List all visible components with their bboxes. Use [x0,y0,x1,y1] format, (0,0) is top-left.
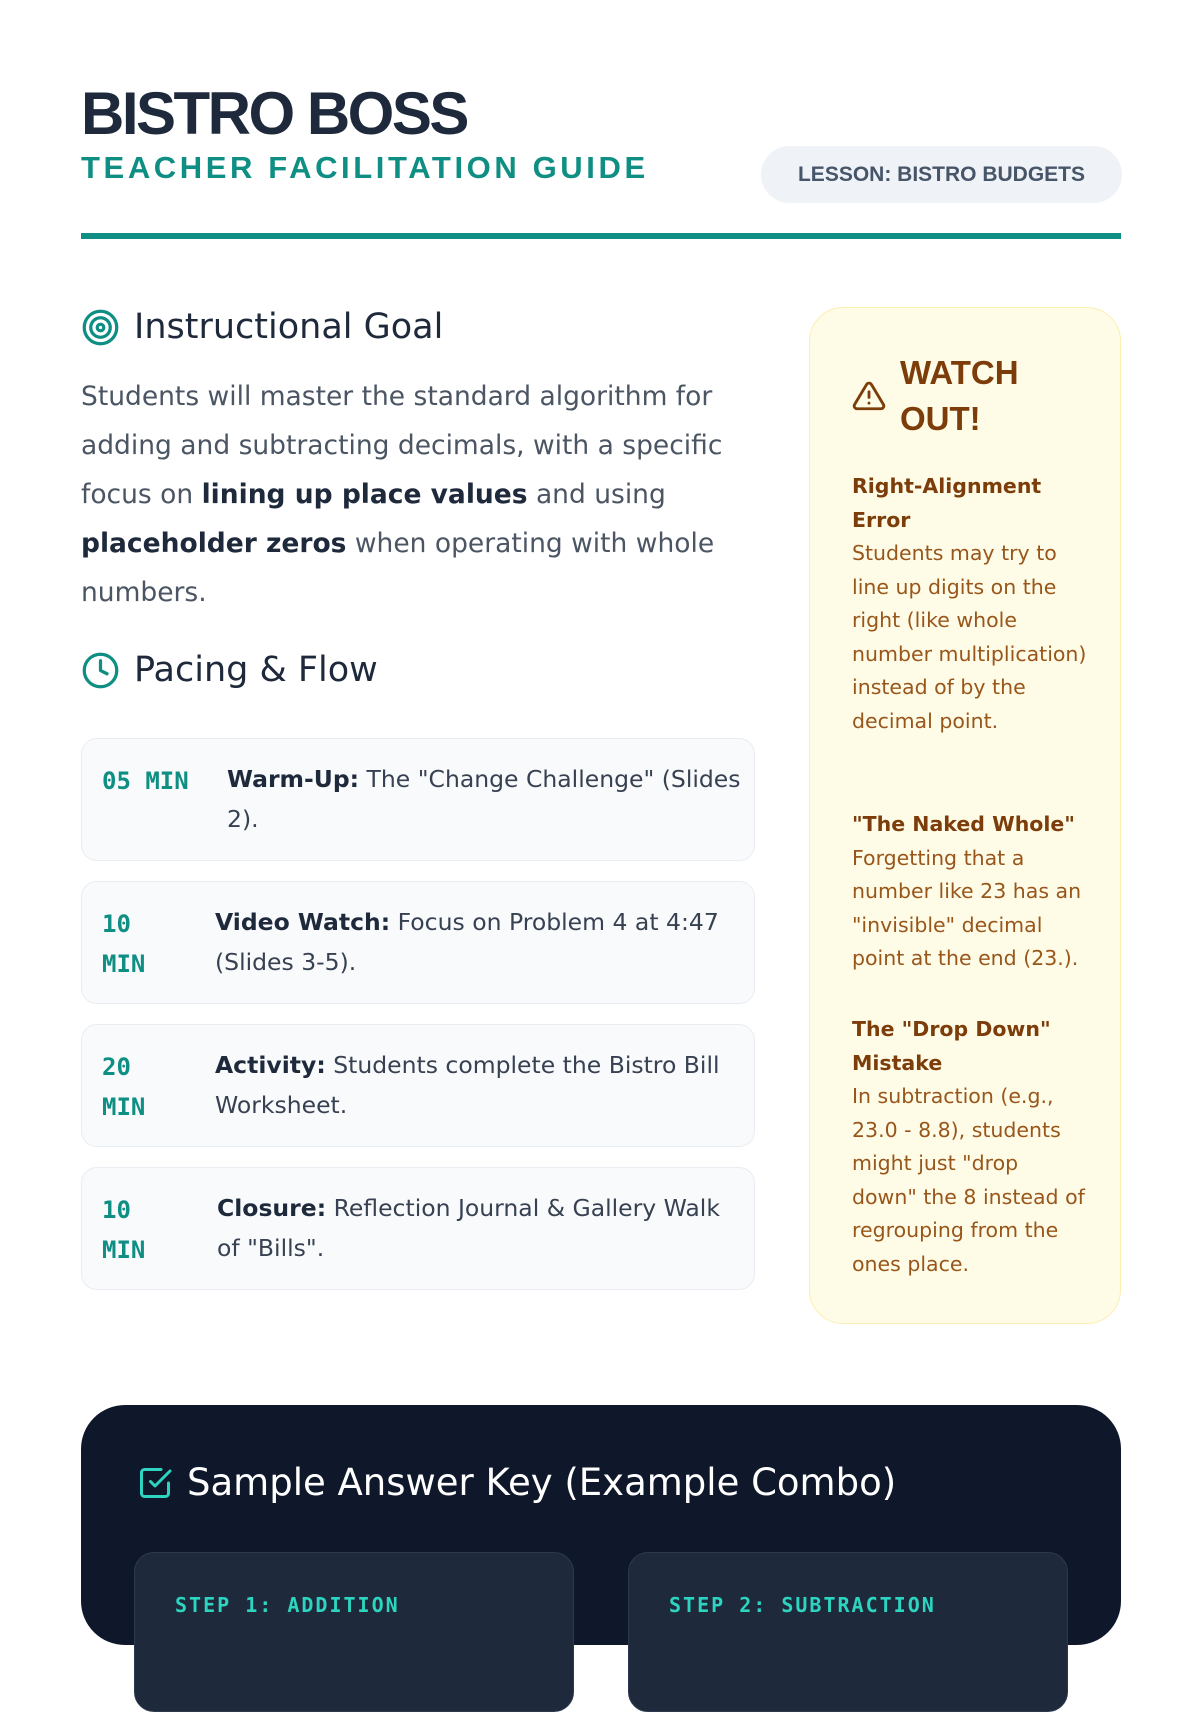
pacing-item [81,1167,755,1290]
tip-text: Forgetting that a number like 23 has an "invisible" decimal point at the end (23.). [852,845,1082,970]
check-square-icon [137,1465,173,1501]
watch-out-heading [852,350,1050,442]
pacing-label: Video Watch: [215,908,391,936]
watch-out-tip [852,1013,1088,1281]
answer-key-heading [137,1461,896,1504]
pacing-time: 05 MIN [102,767,189,795]
watch-out-tip [852,470,1088,738]
pacing-time: 10 MIN [102,910,146,978]
lesson-badge: LESSON: BISTRO BUDGETS [761,146,1122,203]
page-header [81,80,1121,186]
tip-text: In subtraction (e.g., 23.0 - 8.8), students might just "drop down" the 8 instead of regrouping from the ones place. [852,1084,1085,1276]
pacing-item [81,881,755,1004]
watch-out-tip [852,808,1088,976]
pacing-description [215,1045,735,1125]
pacing-heading [81,650,378,690]
watch-out-title: WATCH OUT! [900,354,1019,437]
pacing-time: 20 MIN [102,1053,146,1121]
pacing-time: 10 MIN [102,1196,146,1264]
pacing-item [81,1024,755,1147]
step-label: STEP 1: ADDITION [175,1593,400,1617]
tip-title: "The Naked Whole" [852,812,1075,836]
goal-emphasis-place-values: lining up place values [201,479,528,510]
pacing-label: Activity: [215,1051,326,1079]
brand-title: BISTRO BOSS [81,80,467,147]
pacing-description [217,1188,737,1268]
goal-title: Instructional Goal [134,307,444,347]
pacing-text: Focus on Problem 4 at 4:47 (Slides 3-5). [215,908,719,976]
pacing-text: Reflection Journal & Gallery Walk of "Bills". [217,1194,720,1262]
header-divider [81,233,1121,239]
pacing-description [215,902,735,982]
answer-key-panel [81,1405,1121,1645]
guide-subtitle: TEACHER FACILITATION GUIDE [81,150,649,185]
step-label: STEP 2: SUBTRACTION [669,1593,936,1617]
goal-emphasis-placeholder-zeros: placeholder zeros [81,528,347,559]
step-card-addition [134,1552,574,1712]
clock-icon [81,651,120,690]
pacing-description [227,759,747,839]
tip-title: The "Drop Down" Mistake [852,1017,1051,1075]
goal-text-part: and using [527,479,666,510]
target-icon [81,308,120,347]
tip-title: Right-Alignment Error [852,474,1042,532]
pacing-item [81,738,755,861]
pacing-text: The "Change Challenge" (Slides 2). [227,765,741,833]
answer-key-title: Sample Answer Key (Example Combo) [187,1461,897,1504]
goal-heading [81,307,443,347]
pacing-title: Pacing & Flow [134,650,378,690]
pacing-label: Closure: [217,1194,327,1222]
goal-description [81,372,741,617]
pacing-text: Students complete the Bistro Bill Worksheet. [215,1051,720,1119]
watch-out-callout [809,307,1121,1324]
warning-icon [852,379,886,413]
tip-text: Students may try to line up digits on the right (like whole number multiplication) instead of by the decimal point. [852,541,1087,733]
step-card-subtraction [628,1552,1068,1712]
pacing-label: Warm-Up: [227,765,360,793]
goal-text-part: when operating with whole numbers. [81,528,715,608]
goal-text-part: Students will master the standard algorithm for adding and subtracting decimals, with a specific focus on [81,381,723,510]
